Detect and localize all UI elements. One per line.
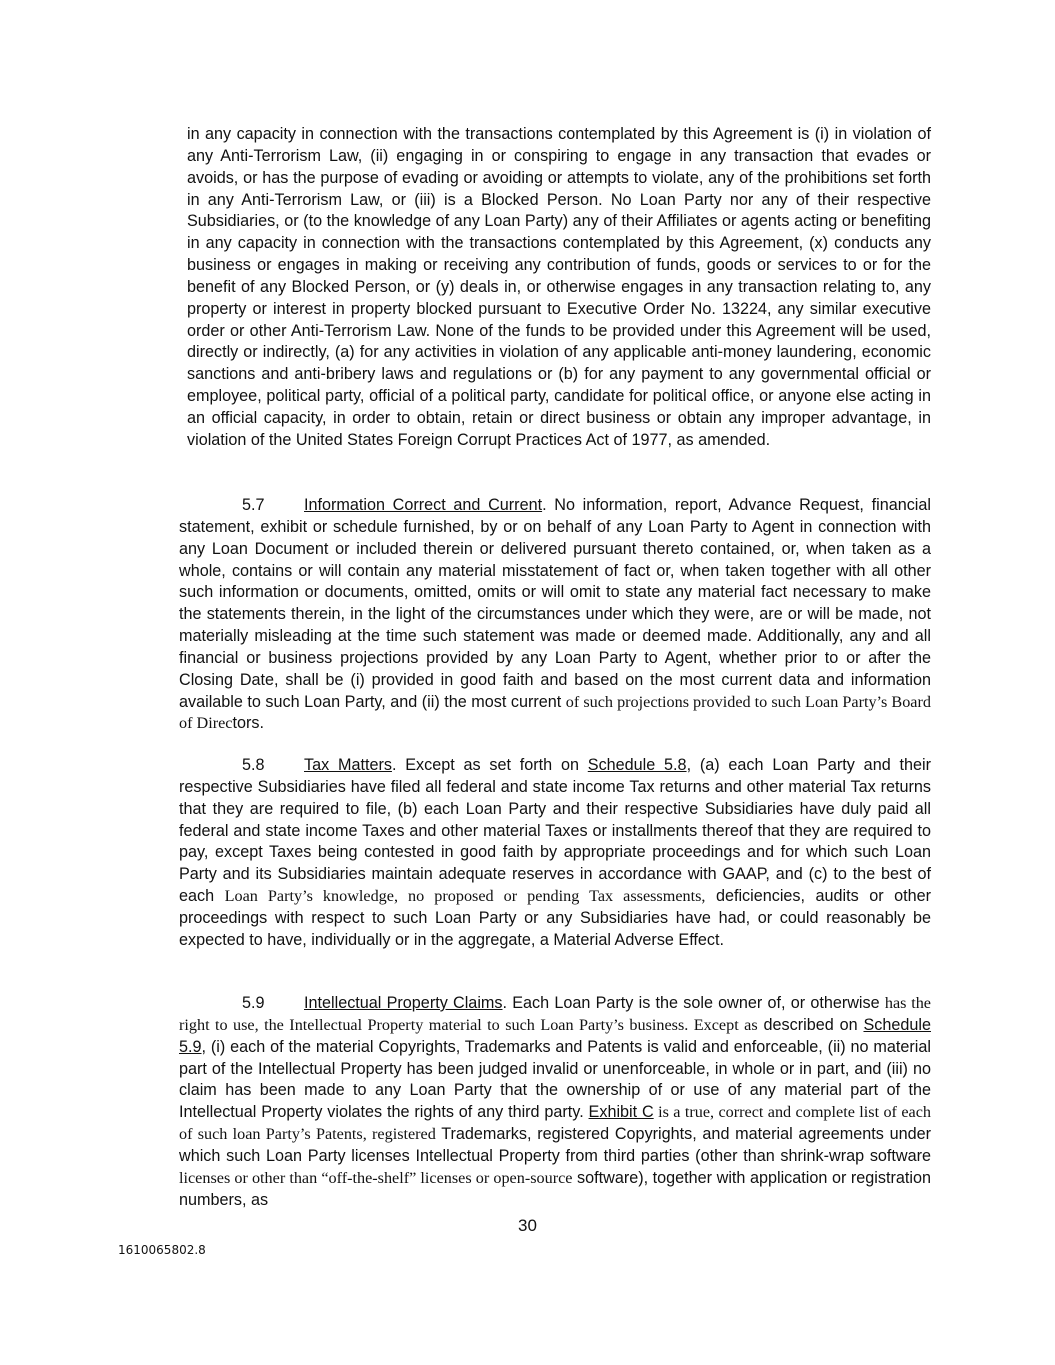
- schedule-reference: Schedule 5.9: [179, 1015, 931, 1056]
- section-number: 5.7: [242, 496, 265, 514]
- schedule-reference: Schedule 5.8: [587, 756, 687, 774]
- section-5-9: [179, 993, 931, 1211]
- section-body: software), together with application or registration numbers, as: [179, 1168, 931, 1209]
- section-heading: Intellectual Property Claims: [304, 994, 503, 1012]
- continuation-paragraph: [187, 124, 931, 452]
- section-number: 5.9: [242, 994, 265, 1012]
- section-5-7: [179, 495, 931, 735]
- section-heading: Tax Matters: [304, 756, 392, 774]
- section-number: 5.8: [242, 756, 265, 774]
- section-body-serif: of such projections provided to such Loan Party’s Board of Direc: [179, 692, 931, 733]
- section-body-serif: licenses or other than “off-the-shelf” licenses or open-source: [179, 1168, 573, 1187]
- section-body: described on: [757, 1015, 864, 1034]
- section-body-serif: is a true, correct and complete list of each of such loan Party’s Patents, registered: [179, 1103, 931, 1144]
- document-id: 1610065802.8: [118, 1243, 206, 1257]
- section-body: , (a) each Loan Party and their respective Subsidiaries have filed all federal and state income Tax returns and other material Tax returns that they are required to file, (b) each Loan Party and their respective Subsidiaries have duly paid all federal and state income Taxes and other material Taxes or installments thereof that they are required to pay, except Taxes being contested in good faith by appropriate proceedings and for which such Loan Party and its Subsidiaries maintain adequate reserves in accordance with GAAP, and (c) to the best of each: [179, 756, 931, 906]
- section-body: , (i) each of the material Copyrights, Trademarks and Patents is valid and enforceable, (ii) no material part of the Intellectual Property has been judged invalid or unenforceable, in whole or in part, and (iii) no claim has been made to any Loan Party that the ownership of or use of any material part of the Intellectual Property violates the rights of any third party.: [179, 1037, 931, 1122]
- section-body: Trademarks, registered Copyrights, and material agreements under which such Loan Party licenses Intellectual Property from third parties (other than shrink-wrap software: [179, 1125, 931, 1165]
- exhibit-reference: Exhibit C: [588, 1103, 654, 1122]
- section-body-serif: Loan Party’s knowledge, no proposed or pending Tax assessments,: [224, 887, 706, 906]
- section-body: . Except as set forth on: [391, 756, 588, 774]
- section-body: tors.: [232, 714, 264, 733]
- section-body: . No information, report, Advance Request, financial statement, exhibit or schedule furnished, by or on behalf of any Loan Party to Agent in connection with any Loan Document or included therein or delivered pursuant thereto contained, or, when taken as a whole, contains or will contain any material misstatement of fact or, when taken together with all other such information or documents, omitted, omits or will omit to state any material fact necessary to make the statements therein, in the light of the circumstances under which they were, are or will be made, not materially misleading at the time such statement was made or deemed made. Additionally, any and all financial or business projections provided by any Loan Party to Agent, whether prior to or after the Closing Date, shall be (i) provided in good faith and based on the most current data and information available to such Loan Party, and (ii) the most current: [179, 496, 931, 711]
- section-body: deficiencies, audits or other proceedings with respect to such Loan Party or any Subsidiaries have had, or could reasonably be expected to have, individually or in the aggregate, a Material Adverse Effect.: [179, 887, 931, 949]
- section-body-serif: has the right to use, the Intellectual Property material to such Loan Party’s business. Except as: [179, 994, 931, 1034]
- section-heading: Information Correct and Current: [304, 496, 543, 514]
- section-body: . Each Loan Party is the sole owner of, or otherwise: [502, 994, 885, 1012]
- continuation-text: in any capacity in connection with the transactions contemplated by this Agreement is (i) in violation of any Anti-Terrorism Law, (ii) engaging in or conspiring to engage in any transaction that evades or avoids, or has the purpose of evading or avoiding or attempts to violate, any of the prohibitions set forth in any Anti-Terrorism Law, or (iii) is a Blocked Person. No Loan Party nor any of their respective Subsidiaries, or (to the knowledge of any Loan Party) any of their Affiliates or agents acting or benefiting in any capacity in connection with the transactions contemplated by this Agreement, (x) conducts any business or engages in making or receiving any contribution of funds, goods or services to or for the benefit of any Blocked Person, or (y) deals in, or otherwise engages in any transaction relating to, any property or interest in property blocked pursuant to Executive Order No. 13224, any similar executive order or other Anti-Terrorism Law. None of the funds to be provided under this Agreement will be used, directly or indirectly, (a) for any activities in violation of any applicable anti-money laundering, economic sanctions and anti-bribery laws and regulations or (b) for any payment to any governmental official or employee, political party, official of a political party, candidate for political office, or anyone else acting in an official capacity, in order to obtain, retain or direct business or obtain any improper advantage, in violation of the United States Foreign Corrupt Practices Act of 1977, as amended.: [187, 125, 931, 449]
- section-5-8: [179, 755, 931, 952]
- page-number: 30: [518, 1216, 537, 1235]
